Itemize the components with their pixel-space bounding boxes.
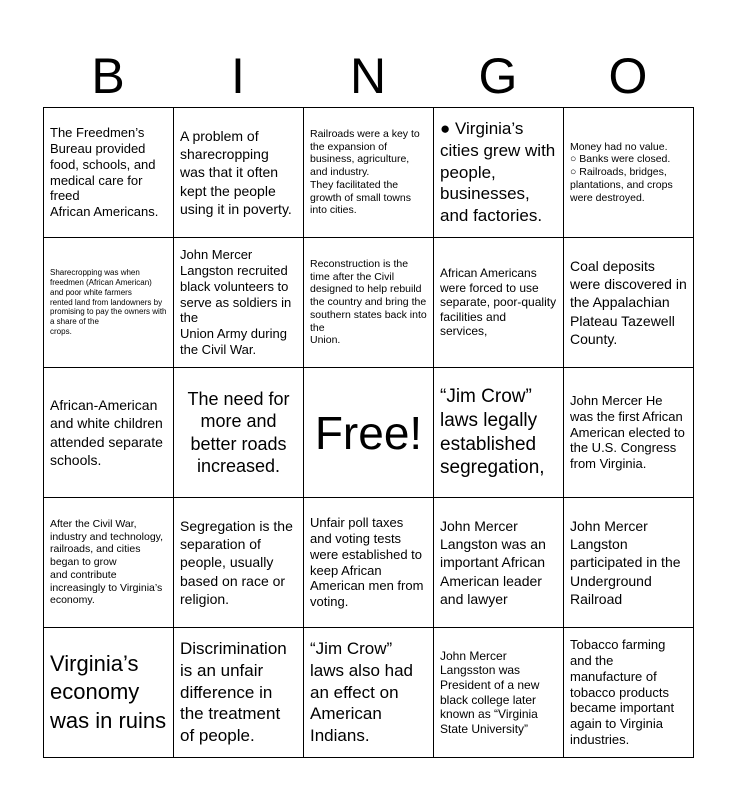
cell-text: Railroads were a key to the expansion of business, agriculture, and industry. They facilitated the growth of small towns into cities. — [310, 127, 420, 217]
header-letter-i: I — [231, 48, 245, 104]
bingo-cell — [434, 498, 564, 628]
cell-text: Coal deposits were discovered in the Appalachian Plateau Tazewell County. — [570, 258, 687, 347]
header-letter-g: G — [478, 48, 518, 104]
cell-text: John Mercer He was the first African American elected to the U.S. Congress from Virginia. — [570, 392, 685, 472]
cell-text: Unfair poll taxes and voting tests were established to keep African American men from voting. — [310, 514, 424, 610]
header-letter-b: B — [91, 48, 125, 104]
cell-text: Sharecropping was when freedmen (African American) and poor white farmers rented land from landowners by promising to pay the owners with a share of the crops. — [50, 268, 167, 336]
bingo-cell — [44, 498, 174, 628]
cell-text: African-American and white children attended separate schools. — [50, 397, 163, 468]
bingo-cell — [44, 238, 174, 368]
grid-row — [44, 498, 694, 628]
free-space-text: Free! — [314, 406, 423, 459]
cell-text: John Mercer Langsston was President of a new black college later known as “Virginia State University” — [440, 648, 540, 736]
bingo-grid — [43, 107, 694, 758]
bingo-cell — [564, 368, 694, 498]
grid-row — [44, 108, 694, 238]
bingo-cell — [304, 238, 434, 368]
cell-text: African Americans were forced to use separate, poor-quality facilities and services, — [440, 265, 557, 339]
free-space-cell — [304, 368, 434, 498]
bingo-cell — [174, 368, 304, 498]
cell-text: After the Civil War, industry and technology, railroads, and cities began to grow and contribute increasingly to Virginia’s economy. — [50, 517, 164, 607]
cell-text: John Mercer Langston recruited black volunteers to serve as soldiers in the Union Army during the Civil War. — [180, 246, 292, 358]
bingo-cell — [174, 238, 304, 368]
cell-text: Segregation is the separation of people, usually based on race or religion. — [180, 518, 293, 607]
cell-text: The Freedmen’s Bureau provided food, schools, and medical care for freed African Americans. — [50, 124, 159, 220]
bingo-cell — [564, 238, 694, 368]
bingo-cell — [304, 498, 434, 628]
header-letter-n: N — [349, 48, 387, 104]
bingo-cell — [304, 628, 434, 758]
cell-text: The need for more and better roads increased. — [187, 388, 290, 476]
cell-text: Discrimination is an unfair difference in the treatment of people. — [180, 639, 287, 746]
cell-text: ● Virginia’s cities grew with people, businesses, and factories. — [440, 119, 556, 226]
bingo-cell — [564, 628, 694, 758]
bingo-cell — [44, 628, 174, 758]
cell-text: John Mercer Langston was an important African American leader and lawyer — [440, 518, 546, 607]
header-letter-o: O — [608, 48, 648, 104]
cell-text: John Mercer Langston participated in the Underground Railroad — [570, 518, 681, 607]
cell-text: Tobacco farming and the manufacture of tobacco products became important again to Virginia industries. — [570, 636, 675, 748]
bingo-header — [43, 46, 693, 106]
bingo-cell — [174, 108, 304, 238]
grid-row — [44, 368, 694, 498]
grid-row — [44, 628, 694, 758]
bingo-cell — [174, 498, 304, 628]
bingo-cell — [564, 108, 694, 238]
cell-text: “Jim Crow” laws legally established segregation, — [440, 386, 545, 479]
bingo-cell — [434, 628, 564, 758]
cell-text: “Jim Crow” laws also had an effect on American Indians. — [310, 639, 414, 746]
grid-row — [44, 238, 694, 368]
bingo-cell — [44, 108, 174, 238]
cell-text: Virginia’s economy was in ruins — [50, 650, 167, 733]
bingo-cell — [564, 498, 694, 628]
cell-text: Money had no value. ○ Banks were closed. ○ Railroads, bridges, plantations, and crops were destroyed. — [570, 140, 673, 204]
bingo-cell — [44, 368, 174, 498]
cell-text: A problem of sharecropping was that it often kept the people using it in poverty. — [180, 128, 292, 217]
bingo-cell — [174, 628, 304, 758]
bingo-cell — [304, 108, 434, 238]
bingo-cell — [434, 238, 564, 368]
bingo-cell — [434, 368, 564, 498]
bingo-cell — [434, 108, 564, 238]
cell-text: Reconstruction is the time after the Civil designed to help rebuild the country and bring the southern states back into the Union. — [310, 257, 427, 347]
